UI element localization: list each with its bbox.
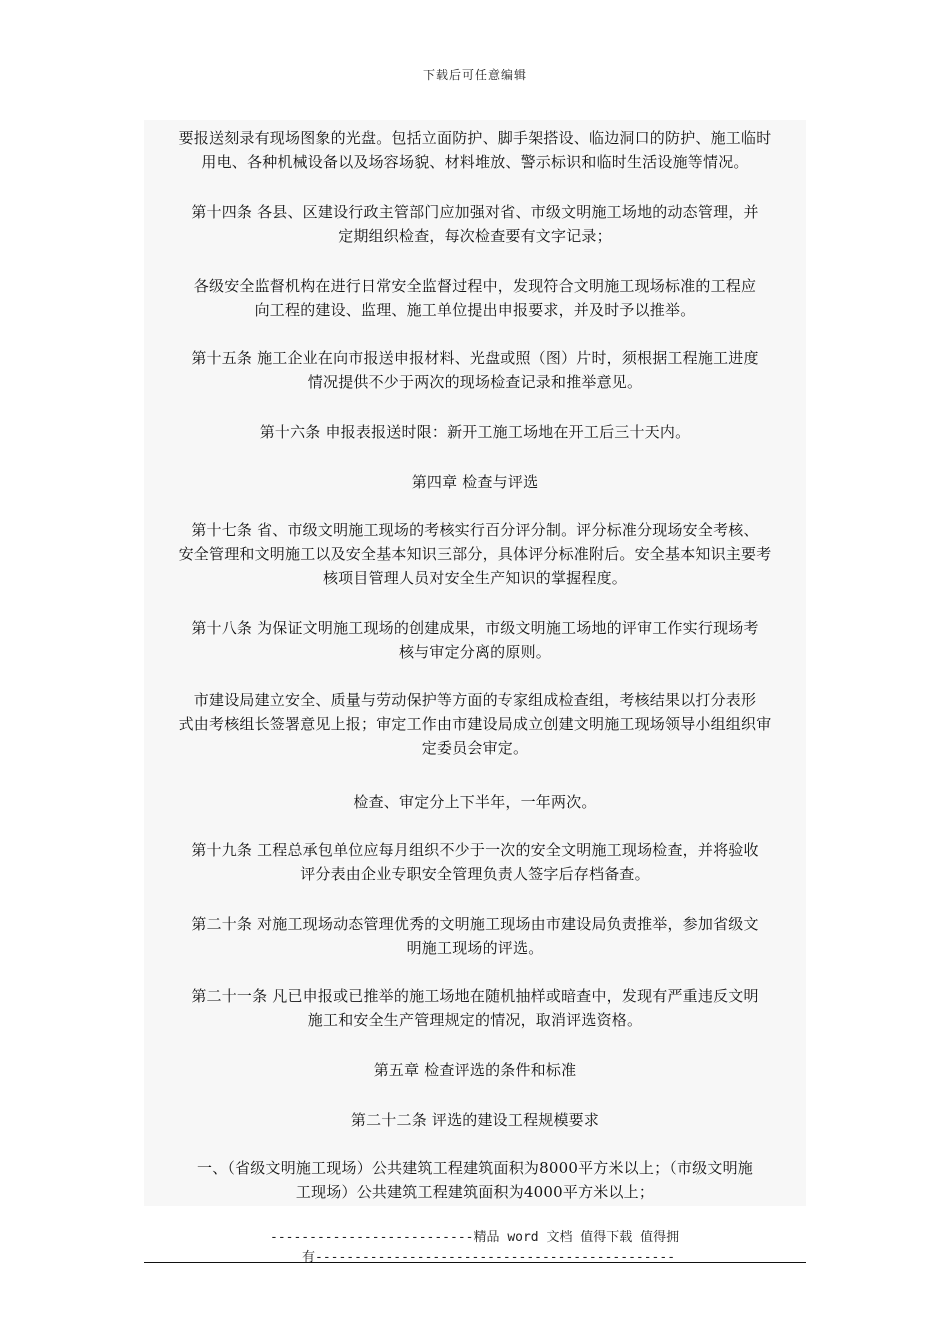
chapter-4-heading	[144, 470, 806, 494]
text-line: 第十四条 各县、区建设行政主管部门应加强对省、市级文明施工场地的动态管理，并	[191, 203, 759, 221]
text-line: 第十七条 省、市级文明施工现场的考核实行百分评分制。评分标准分现场安全考核、	[191, 521, 759, 539]
text-line: 评分表由企业专职安全管理负责人签字后存档备查。	[300, 865, 650, 883]
paragraph-1	[144, 126, 806, 174]
text-line: 核项目管理人员对安全生产知识的掌握程度。	[322, 569, 627, 587]
article-19	[144, 838, 806, 886]
chapter-5-heading	[144, 1058, 806, 1082]
text-line: 向工程的建设、监理、施工单位提出申报要求，并及时予以推举。	[254, 301, 696, 319]
footer-divider	[144, 1262, 806, 1263]
article-15	[144, 346, 806, 394]
document-body	[144, 120, 806, 1206]
text-line: 施工和安全生产管理规定的情况，取消评选资格。	[307, 1011, 643, 1029]
text-line: 一、（省级文明施工现场）公共建筑工程建筑面积为8000平方米以上；（市级文明施	[197, 1159, 753, 1177]
article-18	[144, 616, 806, 664]
text-line: 第五章 检查评选的条件和标准	[373, 1061, 577, 1079]
text-line: 检查、审定分上下半年，一年两次。	[353, 793, 597, 811]
text-line: 式由考核组长签署意见上报；审定工作由市建设局成立创建文明施工现场领导小组组织审	[178, 715, 772, 733]
paragraph-safety-supervision	[144, 274, 806, 322]
article-17	[144, 518, 806, 590]
page-header: 下载后可任意编辑	[422, 68, 527, 82]
text-line: 第二十条 对施工现场动态管理优秀的文明施工现场由市建设局负责推举，参加省级文	[191, 915, 759, 933]
text-line: 明施工现场的评选。	[406, 939, 544, 957]
text-line: 情况提供不少于两次的现场检查记录和推举意见。	[307, 373, 643, 391]
text-line: 第十九条 工程总承包单位应每月组织不少于一次的安全文明施工现场检查，并将验收	[191, 841, 759, 859]
article-21	[144, 984, 806, 1032]
article-16	[144, 420, 806, 444]
article-14	[144, 200, 806, 248]
text-line: 工现场）公共建筑工程建筑面积为4000平方米以上；	[295, 1183, 655, 1201]
article-22	[144, 1108, 806, 1132]
text-line: 第二十二条 评选的建设工程规模要求	[350, 1111, 600, 1129]
article-20	[144, 912, 806, 960]
text-line: 第二十一条 凡已申报或已推举的施工场地在随机抽样或暗查中，发现有严重违反文明	[191, 987, 759, 1005]
text-line: 要报送刻录有现场图象的光盘。包括立面防护、脚手架搭设、临边洞口的防护、施工临时	[178, 129, 772, 147]
text-line: 第十六条 申报表报送时限：新开工施工场地在开工后三十天内。	[259, 423, 691, 441]
footer-line: --------------------------精品 word 文档 值得下载 值得拥	[270, 1230, 680, 1245]
text-line: 第十五条 施工企业在向市报送申报材料、光盘或照（图）片时，须根据工程施工进度	[191, 349, 759, 367]
article-22-item-1	[144, 1156, 806, 1204]
paragraph-inspection-group	[144, 688, 806, 760]
text-line: 第十八条 为保证文明施工现场的创建成果，市级文明施工场地的评审工作实行现场考	[191, 619, 759, 637]
text-line: 安全管理和文明施工以及安全基本知识三部分，具体评分标准附后。安全基本知识主要考	[178, 545, 772, 563]
text-line: 各级安全监督机构在进行日常安全监督过程中，发现符合文明施工现场标准的工程应	[193, 277, 757, 295]
text-line: 第四章 检查与评选	[411, 473, 539, 491]
text-line: 定委员会审定。	[421, 739, 529, 757]
text-line: 用电、各种机械设备以及场容场貌、材料堆放、警示标识和临时生活设施等情况。	[201, 153, 749, 171]
text-line: 核与审定分离的原则。	[398, 643, 551, 661]
paragraph-twice-yearly	[144, 790, 806, 814]
text-line: 定期组织检查，每次检查要有文字记录；	[338, 227, 612, 245]
footer-line: 有----------------------------------------------	[302, 1250, 676, 1265]
text-line: 市建设局建立安全、质量与劳动保护等方面的专家组成检查组，考核结果以打分表形	[193, 691, 757, 709]
